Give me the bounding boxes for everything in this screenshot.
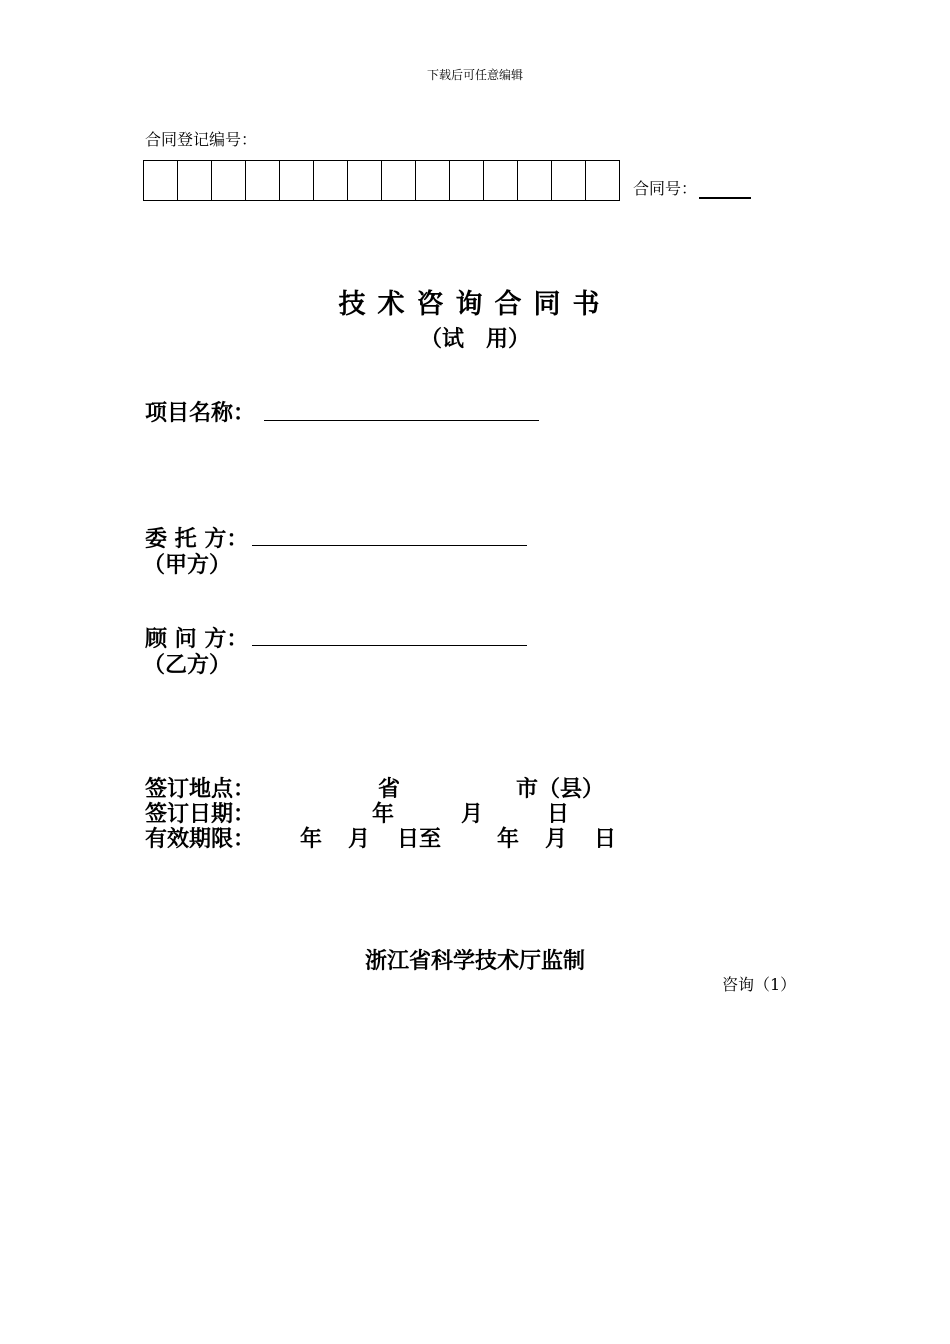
signing-date-day: 日	[547, 802, 570, 827]
validity-end-month: 月	[545, 827, 568, 852]
contract-number-label: 合同号：	[633, 179, 698, 198]
registration-number-boxes	[143, 160, 620, 201]
registration-number-box[interactable]	[552, 161, 586, 200]
document-title: 技术咨询合同书	[338, 289, 612, 320]
registration-number-box[interactable]	[212, 161, 246, 200]
registration-number-box[interactable]	[382, 161, 416, 200]
client-sub-label: （甲方）	[143, 553, 232, 578]
registration-number-box[interactable]	[178, 161, 212, 200]
signing-place-city: 市（县）	[516, 777, 605, 802]
registration-number-box[interactable]	[246, 161, 280, 200]
validity-start-month: 月	[348, 827, 371, 852]
registration-number-box[interactable]	[144, 161, 178, 200]
project-name-label: 项目名称：	[145, 401, 256, 426]
validity-end-year: 年	[497, 827, 520, 852]
registration-number-box[interactable]	[518, 161, 552, 200]
consultant-sub-label: （乙方）	[143, 653, 232, 678]
validity-start-day-to: 日至	[397, 827, 442, 852]
validity-end-day: 日	[594, 827, 617, 852]
validity-start-year: 年	[300, 827, 323, 852]
document-subtitle: （试 用）	[419, 326, 530, 352]
signing-date-label: 签订日期：	[145, 802, 256, 827]
signing-place-province: 省	[378, 777, 401, 802]
signing-date-month: 月	[461, 802, 484, 827]
page-reference: 咨询（1）	[722, 975, 797, 994]
registration-number-box[interactable]	[484, 161, 518, 200]
registration-number-box[interactable]	[586, 161, 620, 200]
registration-number-box[interactable]	[348, 161, 382, 200]
registration-number-box[interactable]	[280, 161, 314, 200]
client-label: 委 托 方：	[145, 527, 249, 552]
contract-number	[633, 176, 751, 199]
registration-number-box[interactable]	[450, 161, 484, 200]
consultant-label: 顾 问 方：	[145, 627, 249, 652]
client-line[interactable]	[252, 545, 527, 546]
registration-number-label: 合同登记编号：	[145, 130, 258, 149]
registration-number-box[interactable]	[416, 161, 450, 200]
project-name-line[interactable]	[264, 420, 539, 421]
issuing-authority: 浙江省科学技术厅监制	[364, 949, 585, 974]
signing-place-label: 签订地点：	[145, 777, 256, 802]
validity-label: 有效期限：	[145, 827, 256, 852]
signing-date-year: 年	[372, 802, 395, 827]
header-note: 下载后可任意编辑	[426, 68, 523, 82]
consultant-line[interactable]	[252, 645, 527, 646]
registration-number-box[interactable]	[314, 161, 348, 200]
contract-number-line[interactable]	[699, 181, 751, 199]
